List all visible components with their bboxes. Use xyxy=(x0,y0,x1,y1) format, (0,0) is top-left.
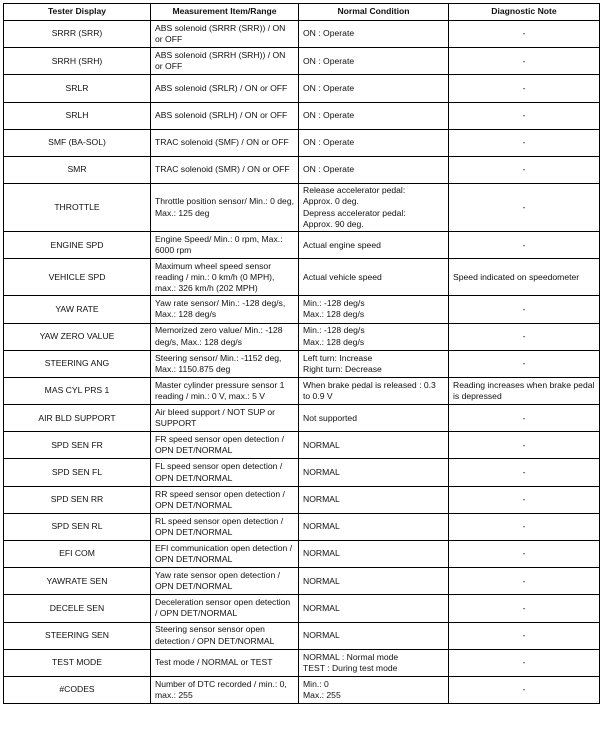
measurement-item-cell: Steering sensor sensor open detection / OPN DET/NORMAL xyxy=(151,622,299,649)
normal-condition-line: Min.: 0 xyxy=(303,678,329,689)
measurement-item-cell: Yaw rate sensor/ Min.: -128 deg/s, Max.: 128 deg/s xyxy=(151,296,299,323)
table-row xyxy=(4,259,600,296)
normal-condition-line: Approx. 0 deg. xyxy=(303,196,359,207)
table-body xyxy=(4,21,600,704)
diagnostic-note-cell: - xyxy=(449,649,600,676)
tester-display-cell: STEERING SEN xyxy=(4,622,151,649)
normal-condition-line: ON : Operate xyxy=(303,164,355,175)
tester-display-cell: TEST MODE xyxy=(4,649,151,676)
normal-condition-cell xyxy=(299,432,449,459)
normal-condition-line: TEST : During test mode xyxy=(303,662,398,673)
normal-condition-line: ON : Operate xyxy=(303,137,355,148)
table-row xyxy=(4,296,600,323)
normal-condition-line: NORMAL xyxy=(303,494,340,505)
table-row xyxy=(4,129,600,156)
table-row xyxy=(4,75,600,102)
diagnostic-note-cell: - xyxy=(449,350,600,377)
normal-condition-line: NORMAL : Normal mode xyxy=(303,651,399,662)
table-row xyxy=(4,595,600,622)
normal-condition-line: Right turn: Decrease xyxy=(303,363,382,374)
tester-display-cell: AIR BLD SUPPORT xyxy=(4,405,151,432)
table-row xyxy=(4,486,600,513)
measurement-item-cell: Maximum wheel speed sensor reading / min.: 0 km/h (0 MPH), max.: 326 km/h (202 MPH) xyxy=(151,259,299,296)
normal-condition-line: Min.: -128 deg/s xyxy=(303,298,365,309)
table-row xyxy=(4,102,600,129)
table-header-row xyxy=(4,4,600,21)
normal-condition-cell xyxy=(299,405,449,432)
table-row xyxy=(4,350,600,377)
tester-display-cell: #CODES xyxy=(4,676,151,703)
table-row xyxy=(4,48,600,75)
tester-display-cell: EFI COM xyxy=(4,541,151,568)
tester-display-cell: ENGINE SPD xyxy=(4,232,151,259)
header-measurement-item: Measurement Item/Range xyxy=(151,4,299,21)
measurement-item-cell: FL speed sensor open detection / OPN DET/NORMAL xyxy=(151,459,299,486)
document-page xyxy=(3,3,600,704)
table-row xyxy=(4,156,600,183)
measurement-item-cell: Test mode / NORMAL or TEST xyxy=(151,649,299,676)
normal-condition-line: NORMAL xyxy=(303,466,340,477)
diagnostic-note-cell: - xyxy=(449,184,600,232)
normal-condition-line: ON : Operate xyxy=(303,55,355,66)
tester-display-cell: SMF (BA-SOL) xyxy=(4,129,151,156)
table-row xyxy=(4,377,600,404)
normal-condition-line: Approx. 90 deg. xyxy=(303,218,364,229)
diagnostic-note-cell: Speed indicated on speedometer xyxy=(449,259,600,296)
normal-condition-line: Not supported xyxy=(303,412,357,423)
table-row xyxy=(4,541,600,568)
normal-condition-line: NORMAL xyxy=(303,521,340,532)
normal-condition-cell xyxy=(299,459,449,486)
normal-condition-cell xyxy=(299,48,449,75)
table-row xyxy=(4,459,600,486)
tester-display-cell: STEERING ANG xyxy=(4,350,151,377)
diagnostic-note-cell: - xyxy=(449,156,600,183)
table-row xyxy=(4,513,600,540)
tester-display-cell: SMR xyxy=(4,156,151,183)
diagnostic-note-cell: - xyxy=(449,568,600,595)
measurement-item-cell: Engine Speed/ Min.: 0 rpm, Max.: 6000 rpm xyxy=(151,232,299,259)
header-tester-display: Tester Display xyxy=(4,4,151,21)
measurement-item-cell: ABS solenoid (SRRR (SRR)) / ON or OFF xyxy=(151,21,299,48)
header-diagnostic-note: Diagnostic Note xyxy=(449,4,600,21)
tester-display-cell: DECELE SEN xyxy=(4,595,151,622)
table-row xyxy=(4,405,600,432)
measurement-item-cell: Deceleration sensor open detection / OPN DET/NORMAL xyxy=(151,595,299,622)
normal-condition-cell xyxy=(299,622,449,649)
normal-condition-cell xyxy=(299,232,449,259)
table-row xyxy=(4,622,600,649)
diagnostic-note-cell: - xyxy=(449,541,600,568)
measurement-item-cell: Master cylinder pressure sensor 1 reading / min.: 0 V, max.: 5 V xyxy=(151,377,299,404)
normal-condition-line: NORMAL xyxy=(303,548,340,559)
normal-condition-line: Actual vehicle speed xyxy=(303,271,382,282)
tester-display-cell: THROTTLE xyxy=(4,184,151,232)
table-row xyxy=(4,21,600,48)
header-normal-condition: Normal Condition xyxy=(299,4,449,21)
normal-condition-cell xyxy=(299,377,449,404)
normal-condition-line: Min.: -128 deg/s xyxy=(303,325,365,336)
measurement-item-cell: Number of DTC recorded / min.: 0, max.: 255 xyxy=(151,676,299,703)
normal-condition-line: ON : Operate xyxy=(303,110,355,121)
tester-display-cell: SPD SEN FR xyxy=(4,432,151,459)
measurement-item-cell: RR speed sensor open detection / OPN DET/NORMAL xyxy=(151,486,299,513)
measurement-item-cell: Throttle position sensor/ Min.: 0 deg, Max.: 125 deg xyxy=(151,184,299,232)
normal-condition-cell xyxy=(299,323,449,350)
measurement-item-cell: Memorized zero value/ Min.: -128 deg/s, Max.: 128 deg/s xyxy=(151,323,299,350)
diagnostic-note-cell: - xyxy=(449,622,600,649)
table-row xyxy=(4,323,600,350)
normal-condition-cell xyxy=(299,595,449,622)
measurement-item-cell: ABS solenoid (SRLR) / ON or OFF xyxy=(151,75,299,102)
diagnostic-note-cell: - xyxy=(449,676,600,703)
measurement-item-cell: Air bleed support / NOT SUP or SUPPORT xyxy=(151,405,299,432)
normal-condition-cell xyxy=(299,259,449,296)
normal-condition-cell xyxy=(299,486,449,513)
tester-display-cell: SPD SEN FL xyxy=(4,459,151,486)
normal-condition-line: ON : Operate xyxy=(303,82,355,93)
table-row xyxy=(4,232,600,259)
normal-condition-cell xyxy=(299,184,449,232)
tester-display-cell: VEHICLE SPD xyxy=(4,259,151,296)
normal-condition-line: NORMAL xyxy=(303,575,340,586)
diagnostic-note-cell: - xyxy=(449,513,600,540)
normal-condition-cell xyxy=(299,102,449,129)
diagnostic-note-cell: - xyxy=(449,323,600,350)
diagnostic-note-cell: - xyxy=(449,432,600,459)
diagnostic-note-cell: - xyxy=(449,129,600,156)
normal-condition-line: Max.: 128 deg/s xyxy=(303,336,365,347)
normal-condition-cell xyxy=(299,129,449,156)
normal-condition-cell xyxy=(299,156,449,183)
diagnostic-note-cell: - xyxy=(449,232,600,259)
tester-display-cell: YAW RATE xyxy=(4,296,151,323)
tester-display-cell: SRRH (SRH) xyxy=(4,48,151,75)
normal-condition-line: Max.: 255 xyxy=(303,690,341,701)
normal-condition-line: ON : Operate xyxy=(303,28,355,39)
diagnostic-note-cell: - xyxy=(449,48,600,75)
measurement-item-cell: EFI communication open detection / OPN DET/NORMAL xyxy=(151,541,299,568)
diagnostic-note-cell: - xyxy=(449,486,600,513)
normal-condition-line: Depress accelerator pedal: xyxy=(303,207,406,218)
normal-condition-line: Actual engine speed xyxy=(303,239,381,250)
normal-condition-cell xyxy=(299,21,449,48)
tester-display-cell: MAS CYL PRS 1 xyxy=(4,377,151,404)
tester-display-cell: SPD SEN RR xyxy=(4,486,151,513)
table-row xyxy=(4,649,600,676)
normal-condition-cell xyxy=(299,676,449,703)
diagnostic-note-cell: - xyxy=(449,75,600,102)
measurement-item-cell: Steering sensor/ Min.: -1152 deg, Max.: 1150.875 deg xyxy=(151,350,299,377)
measurement-item-cell: RL speed sensor open detection / OPN DET/NORMAL xyxy=(151,513,299,540)
normal-condition-cell xyxy=(299,513,449,540)
normal-condition-line: NORMAL xyxy=(303,630,340,641)
normal-condition-line: Left turn: Increase xyxy=(303,352,373,363)
diagnostic-note-cell: - xyxy=(449,296,600,323)
diagnostic-note-cell: - xyxy=(449,405,600,432)
measurement-item-cell: ABS solenoid (SRRH (SRH)) / ON or OFF xyxy=(151,48,299,75)
measurement-item-cell: Yaw rate sensor open detection / OPN DET/NORMAL xyxy=(151,568,299,595)
normal-condition-cell xyxy=(299,350,449,377)
tester-display-cell: YAW ZERO VALUE xyxy=(4,323,151,350)
normal-condition-cell xyxy=(299,75,449,102)
measurement-item-cell: FR speed sensor open detection / OPN DET/NORMAL xyxy=(151,432,299,459)
table-row xyxy=(4,676,600,703)
normal-condition-line: NORMAL xyxy=(303,602,340,613)
normal-condition-line: When brake pedal is released : 0.3 to 0.9 V xyxy=(303,379,436,401)
normal-condition-line: Release accelerator pedal: xyxy=(303,185,406,196)
normal-condition-cell xyxy=(299,568,449,595)
normal-condition-line: NORMAL xyxy=(303,439,340,450)
diagnostic-note-cell: - xyxy=(449,21,600,48)
normal-condition-line: Max.: 128 deg/s xyxy=(303,309,365,320)
tester-display-cell: SRLH xyxy=(4,102,151,129)
table-row xyxy=(4,568,600,595)
tester-display-cell: SRLR xyxy=(4,75,151,102)
normal-condition-cell xyxy=(299,296,449,323)
diagnostic-note-cell: - xyxy=(449,459,600,486)
table-row xyxy=(4,184,600,232)
measurement-item-cell: ABS solenoid (SRLH) / ON or OFF xyxy=(151,102,299,129)
table-row xyxy=(4,432,600,459)
tester-display-table xyxy=(3,3,600,704)
normal-condition-cell xyxy=(299,541,449,568)
diagnostic-note-cell: Reading increases when brake pedal is depressed xyxy=(449,377,600,404)
diagnostic-note-cell: - xyxy=(449,595,600,622)
tester-display-cell: YAWRATE SEN xyxy=(4,568,151,595)
tester-display-cell: SPD SEN RL xyxy=(4,513,151,540)
measurement-item-cell: TRAC solenoid (SMR) / ON or OFF xyxy=(151,156,299,183)
normal-condition-cell xyxy=(299,649,449,676)
tester-display-cell: SRRR (SRR) xyxy=(4,21,151,48)
measurement-item-cell: TRAC solenoid (SMF) / ON or OFF xyxy=(151,129,299,156)
diagnostic-note-cell: - xyxy=(449,102,600,129)
